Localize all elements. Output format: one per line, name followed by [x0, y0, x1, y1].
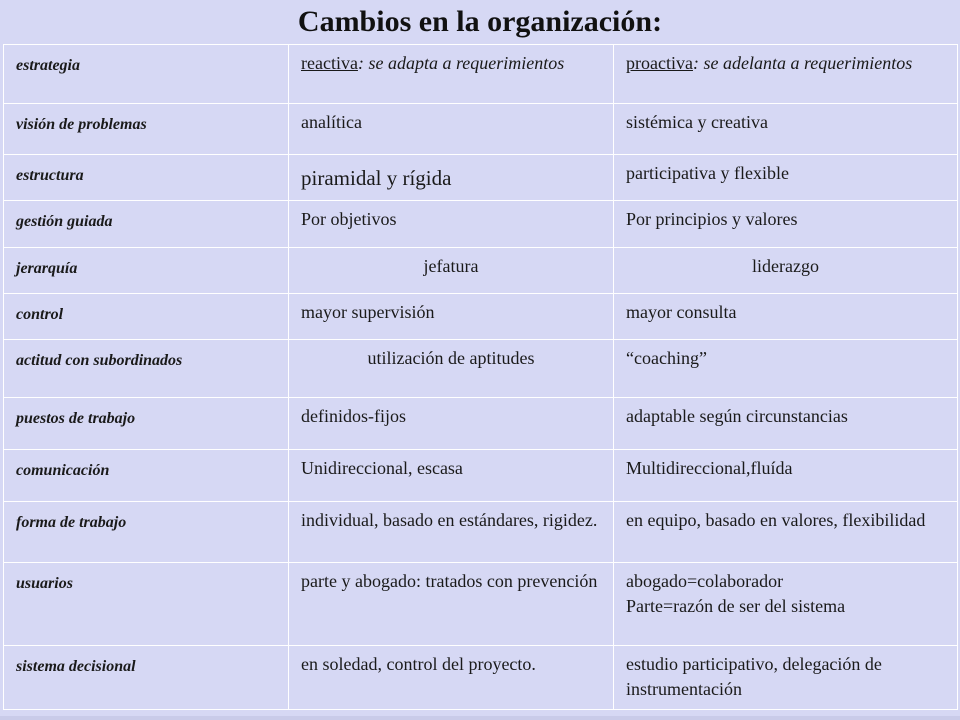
row-label: gestión guiada — [4, 201, 289, 248]
cell-text: Multidireccional,fluída — [614, 450, 958, 502]
table-row — [4, 646, 958, 710]
cell-text: parte y abogado: tratados con prevención — [289, 563, 614, 646]
cell-text: utilización de aptitudes — [289, 340, 614, 398]
comparison-table — [3, 44, 958, 710]
cell-text: jefatura — [289, 248, 614, 294]
cell-text: definidos-fijos — [289, 398, 614, 450]
table-row — [4, 104, 958, 155]
cell-line: Parte=razón de ser del sistema — [626, 596, 846, 616]
table-row — [4, 248, 958, 294]
row-label: actitud con subordinados — [4, 340, 289, 398]
table-row — [4, 340, 958, 398]
cell-text: participativa y flexible — [614, 155, 958, 201]
table-row — [4, 45, 958, 104]
proactive-cell — [614, 45, 958, 104]
cell-text: en equipo, basado en valores, flexibilidad — [614, 502, 958, 563]
cell-text: en soledad, control del proyecto. — [289, 646, 614, 710]
table-row — [4, 155, 958, 201]
cell-text: mayor supervisión — [289, 294, 614, 340]
cell-text: liderazgo — [614, 248, 958, 294]
cell-text: “coaching” — [614, 340, 958, 398]
cell-line: abogado=colaborador — [626, 571, 784, 591]
cell-text: Por objetivos — [289, 201, 614, 248]
cell-text: estudio participativo, delegación de instrumentación — [614, 646, 958, 710]
table-row — [4, 450, 958, 502]
table-row — [4, 201, 958, 248]
cell-text: analítica — [289, 104, 614, 155]
underlined-term: reactiva — [301, 53, 358, 73]
underlined-term: proactiva — [626, 53, 693, 73]
row-label: visión de problemas — [4, 104, 289, 155]
cell-text: mayor consulta — [614, 294, 958, 340]
row-label: puestos de trabajo — [4, 398, 289, 450]
row-label: estructura — [4, 155, 289, 201]
row-label: forma de trabajo — [4, 502, 289, 563]
cell-text: adaptable según circunstancias — [614, 398, 958, 450]
table-row — [4, 294, 958, 340]
cell-text: Unidireccional, escasa — [289, 450, 614, 502]
row-label: usuarios — [4, 563, 289, 646]
cell-text: : se adelanta a requerimientos — [692, 53, 913, 73]
cell-text: sistémica y creativa — [614, 104, 958, 155]
cell-text: Por principios y valores — [614, 201, 958, 248]
cell-text: piramidal y rígida — [301, 166, 452, 190]
row-label: control — [4, 294, 289, 340]
reactive-cell — [289, 45, 614, 104]
cell — [289, 155, 614, 201]
bottom-edge — [0, 716, 960, 720]
row-label: comunicación — [4, 450, 289, 502]
table-row — [4, 398, 958, 450]
cell — [614, 563, 958, 646]
row-label: sistema decisional — [4, 646, 289, 710]
slide-title: Cambios en la organización: — [297, 5, 663, 38]
cell-text: individual, basado en estándares, rigidez. — [289, 502, 614, 563]
table-row — [4, 502, 958, 563]
cell-text: : se adapta a requerimientos — [357, 53, 565, 73]
row-label: jerarquía — [4, 248, 289, 294]
table-row — [4, 563, 958, 646]
row-label: estrategia — [4, 45, 289, 104]
